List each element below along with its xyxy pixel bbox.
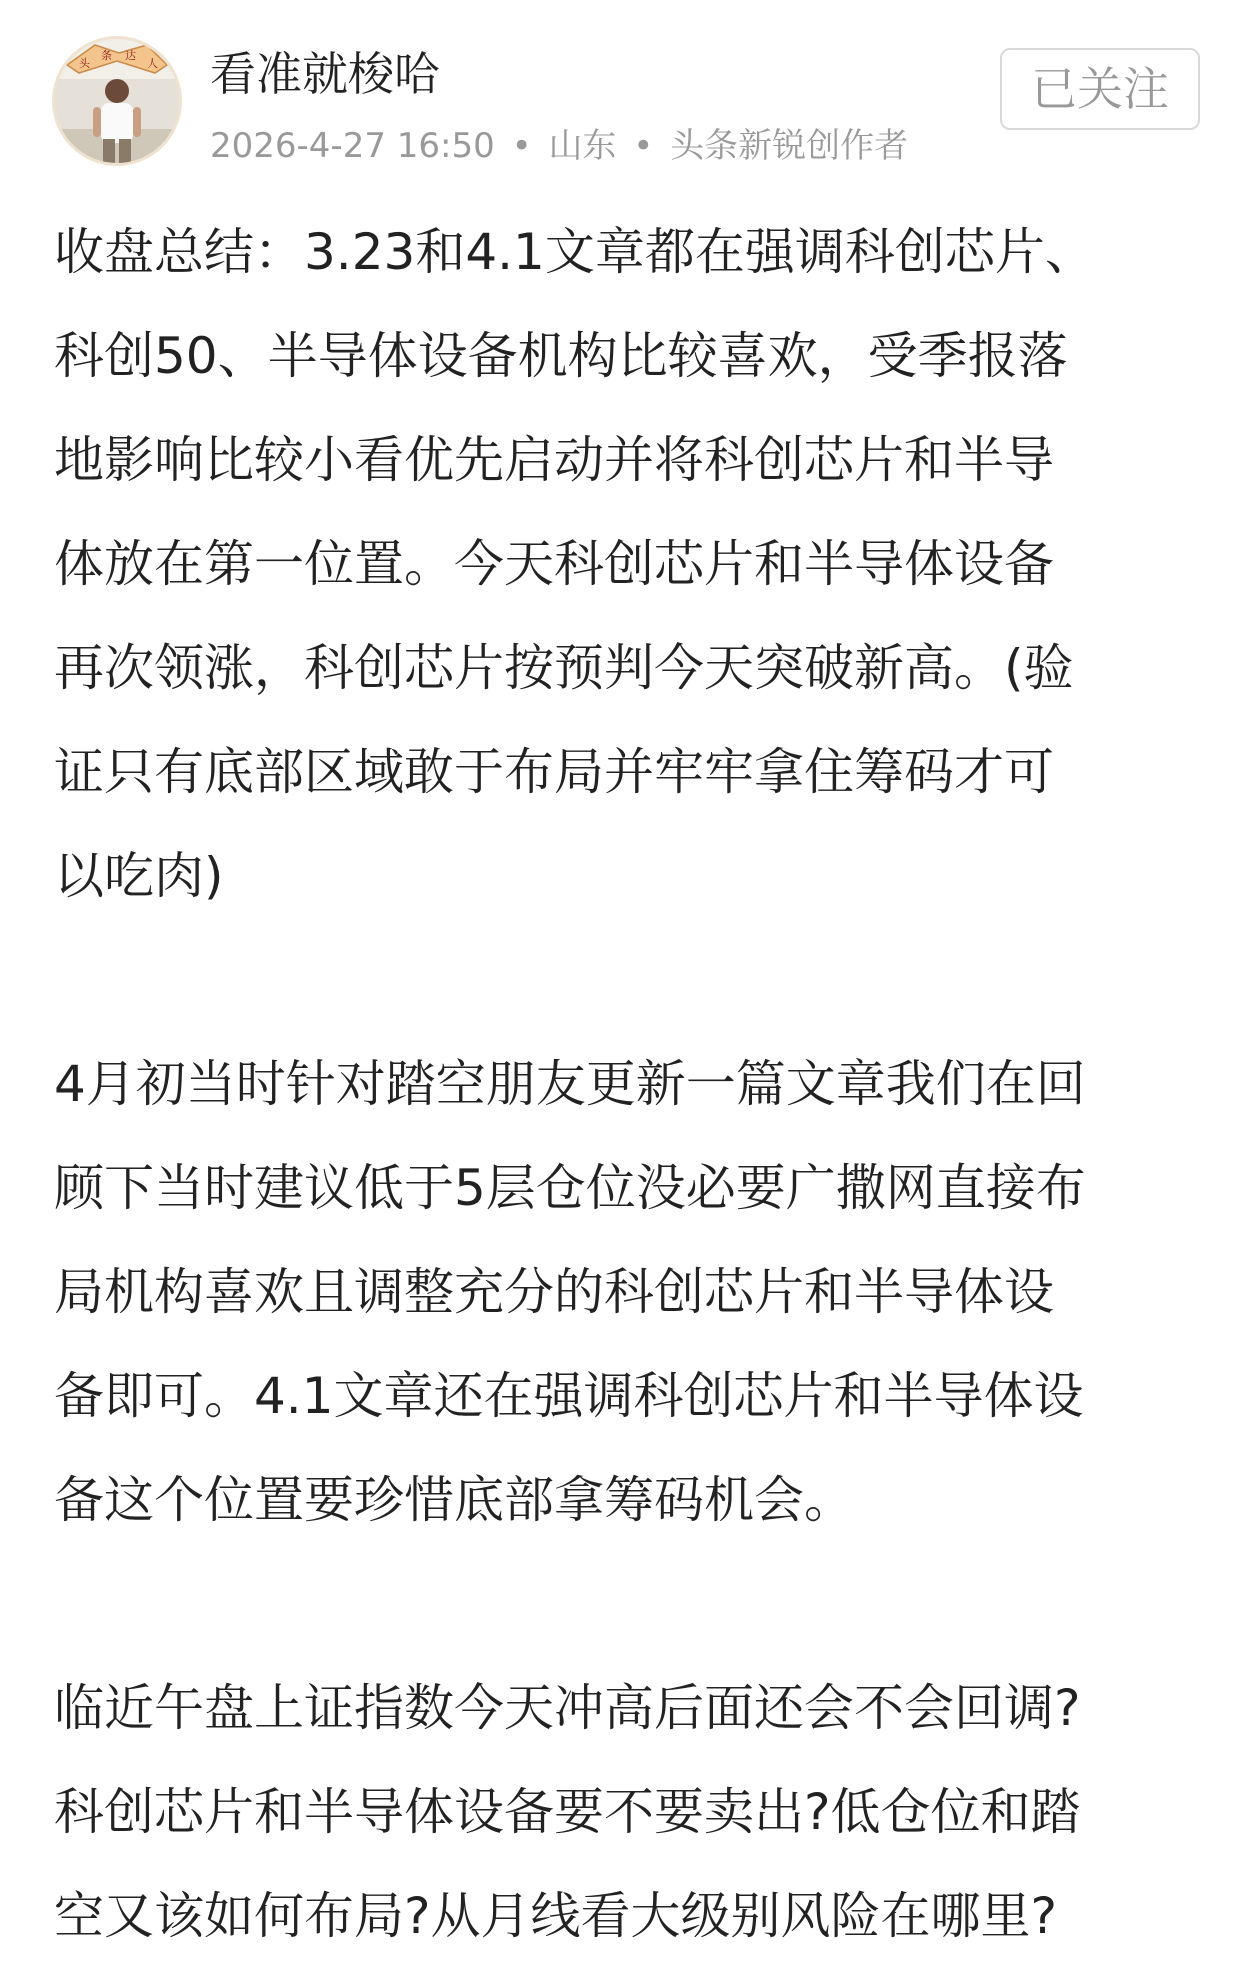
- article-header: [0, 0, 1260, 180]
- meta-separator: •: [633, 126, 654, 166]
- post-meta: [210, 124, 908, 168]
- avatar-badge-char-4: 人: [147, 57, 158, 70]
- follow-button[interactable]: 已关注: [1000, 48, 1200, 130]
- author-avatar[interactable]: [52, 36, 182, 166]
- post-timestamp: 2026-4-27 16:50: [210, 126, 495, 166]
- avatar-badge-char-1: 头: [79, 57, 90, 70]
- article-body: [54, 200, 1214, 1968]
- article-paragraph-3: 临近午盘上证指数今天冲高后面还会不会回调? 科创芯片和半导体设备要不要卖出?低仓位和踏 空又该如何布局?从月线看大级别风险在哪里?: [54, 1679, 1081, 1945]
- meta-separator: •: [511, 126, 532, 166]
- avatar-image: [55, 39, 179, 163]
- article-paragraph-2: 4月初当时针对踏空朋友更新一篇文章我们在回 顾下当时建议低于5层仓位没必要广撒网直接布 局机构喜欢且调整充分的科创芯片和半导体设 备即可。4.1文章还在强调科创芯片和半导体设 备这个位置要珍惜底部拿筹码机会。: [54, 1055, 1086, 1529]
- creator-badge: 头条新锐创作者: [670, 126, 909, 166]
- post-location: 山东: [548, 126, 617, 166]
- avatar-badge-char-2: 条: [101, 49, 112, 62]
- author-name[interactable]: 看准就梭哈: [210, 47, 440, 101]
- avatar-badge-char-3: 达: [125, 49, 136, 62]
- article-paragraph-1: 收盘总结：3.23和4.1文章都在强调科创芯片、 科创50、半导体设备机构比较喜欢，受季报落 地影响比较小看优先启动并将科创芯片和半导 体放在第一位置。今天科创芯片和半导体设备 再次领涨，科创芯片按预判今天突破新高。(验 证只有底部区域敢于布局并牢牢拿住筹码才可 以吃肉): [54, 223, 1095, 905]
